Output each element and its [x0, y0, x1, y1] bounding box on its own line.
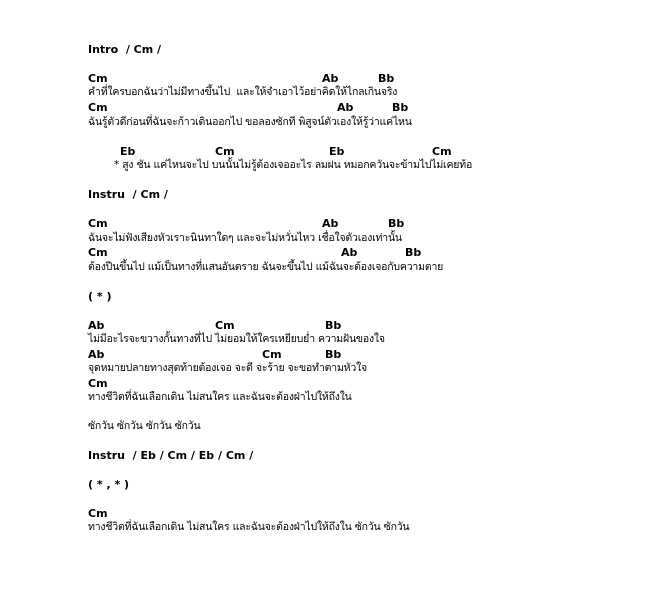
chord: Ab [88, 319, 105, 332]
lyric-line: ไม่มีอะไรจะขวางกั้นทางที่ไป ไม่ยอมให้ใครเหยียบย่ำ ความฝันของใจ [88, 333, 385, 345]
chord: Cm [88, 377, 108, 390]
repeat-marker: ( * , * ) [88, 478, 130, 491]
chord: Bb [325, 319, 342, 332]
chord: Ab [88, 348, 105, 361]
lyric-line: ซักวัน ซักวัน ซักวัน ซักวัน [88, 420, 201, 432]
chord: Eb [329, 145, 345, 158]
chord: Ab [322, 72, 339, 85]
chord: Bb [388, 217, 405, 230]
chord: Bb [325, 348, 342, 361]
lyric-line: จุดหมายปลายทางสุดท้ายต้องเจอ จะดี จะร้าย จะขอทำตามหัวใจ [88, 362, 367, 374]
chord: Cm [262, 348, 282, 361]
instru-line: Instru / Cm / [88, 188, 168, 201]
chord: Cm [88, 217, 108, 230]
chord: Ab [322, 217, 339, 230]
chord: Bb [405, 246, 422, 259]
chord: Ab [341, 246, 358, 259]
lyric-line: คำที่ใครบอกฉันว่าไม่มีทางขึ้นไป และให้จำเอาไว้อย่าคิดให้ไกลเกินจริง [88, 86, 398, 98]
chord: Cm [88, 246, 108, 259]
chord-line [88, 72, 108, 85]
chord: Bb [392, 101, 409, 114]
intro-line: Intro / Cm / [88, 43, 162, 56]
chord: Cm [88, 72, 108, 85]
chord: Cm [215, 319, 235, 332]
lyric-line: ต้องปีนขึ้นไป แม้เป็นทางที่แสนอันตราย ฉันจะขึ้นไป แม้ฉันจะต้องเจอกับความตาย [88, 261, 444, 273]
lyric-line: ทางชีวิตที่ฉันเลือกเดิน ไม่สนใคร และฉันจะต้องฝ่าไปให้ถึงใน [88, 391, 352, 403]
chord: Cm [432, 145, 452, 158]
chord: Cm [215, 145, 235, 158]
lyric-line: ฉันจะไม่ฟังเสียงหัวเราะนินทาใดๆ และจะไม่หวั่นไหว เชื่อใจตัวเองเท่านั้น [88, 232, 402, 244]
chord: Bb [378, 72, 395, 85]
chord: Ab [337, 101, 354, 114]
repeat-marker: ( * ) [88, 290, 112, 303]
chord: Cm [88, 101, 108, 114]
lyric-line: ทางชีวิตที่ฉันเลือกเดิน ไม่สนใคร และฉันจะต้องฝ่าไปให้ถึงใน ซักวัน ซักวัน [88, 521, 410, 533]
lyric-line: ฉันรู้ตัวดีก่อนที่ฉันจะก้าวเดินออกไป ขอลองซักที พิสูจน์ตัวเองให้รู้ว่าแค่ไหน [88, 116, 412, 128]
instru-line: Instru / Eb / Cm / Eb / Cm / [88, 449, 254, 462]
chord: Eb [120, 145, 136, 158]
chord: Cm [88, 507, 108, 520]
lyric-line: * สูง ชัน แค่ไหนจะไป บนนั้นไม่รู้ต้องเจออะไร ลมฝน หมอกควันจะข้ามไปไม่เคยท้อ [114, 159, 473, 171]
